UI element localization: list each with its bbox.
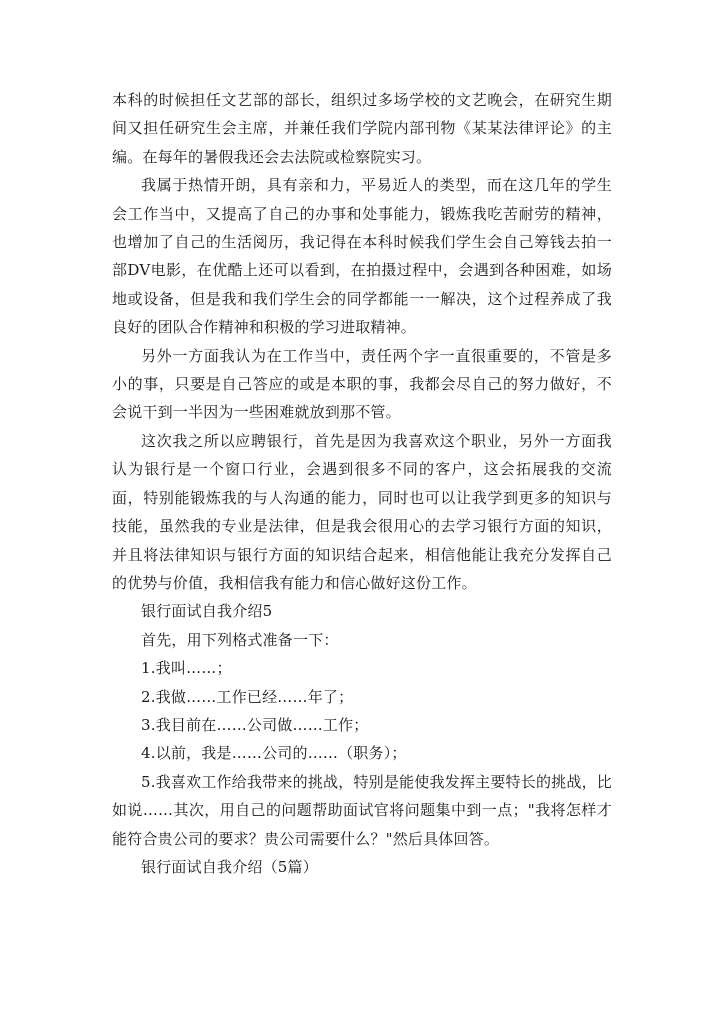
list-item-2: 2.我做……工作已经……年了； [141, 687, 354, 706]
document-title-footer: 银行面试自我介绍（5篇） [141, 857, 318, 876]
list-item-3: 3.我目前在……公司做……工作； [141, 715, 369, 734]
list-item-1: 1.我叫……； [141, 659, 232, 678]
paragraph-personality: 我属于热情开朗，具有亲和力，平易近人的类型，而在这几年的学生会工作当中，又提高了自己的办事和处事能力，锻炼我吃苦耐劳的精神，也增加了自己的生活阅历，我记得在本科时候我们学生会自己筹钱去拍一部DV电影，在优酷上还可以看到，在拍摄过程中，会遇到各种困难，如场地或设备，但是我和我们学生会的同学都能一一解决，这个过程养成了我良好的团队合作精神和积极的学习进取精神。 [112, 176, 612, 337]
list-item-4: 4.以前，我是……公司的……（职务）； [141, 744, 407, 763]
section-heading-5: 银行面试自我介绍5 [141, 602, 273, 621]
document-body [112, 86, 612, 881]
paragraph-bank-application: 这次我之所以应聘银行，首先是因为我喜欢这个职业，另外一方面我认为银行是一个窗口行业，会遇到很多不同的客户，这会拓展我的交流面，特别能锻炼我的与人沟通的能力，同时也可以让我学到更多的知识与技能，虽然我的专业是法律，但是我会很用心的去学习银行方面的知识，并且将法律知识与银行方面的知识结合起来，相信他能让我充分发挥自己的优势与价值，我相信我有能力和信心做好这份工作。 [112, 431, 612, 592]
paragraph-responsibility: 另外一方面我认为在工作当中，责任两个字一直很重要的，不管是多小的事，只要是自己答应的或是本职的事，我都会尽自己的努力做好，不会说干到一半因为一些困难就放到那不管。 [112, 346, 612, 422]
paragraph-continuation: 本科的时候担任文艺部的部长，组织过多场学校的文艺晚会，在研究生期间又担任研究生会主席，并兼任我们学院内部刊物《某某法律评论》的主编。在每年的暑假我还会去法院或检察院实习。 [112, 91, 612, 166]
paragraph-format-intro: 首先，用下列格式准备一下： [141, 630, 339, 649]
list-item-5: 5.我喜欢工作给我带来的挑战，特别是能使我发挥主要特长的挑战，比如说……其次，用自己的问题帮助面试官将问题集中到一点；"我将怎样才能符合贵公司的要求？贵公司需要什么？"然后具体回答。 [112, 772, 612, 848]
